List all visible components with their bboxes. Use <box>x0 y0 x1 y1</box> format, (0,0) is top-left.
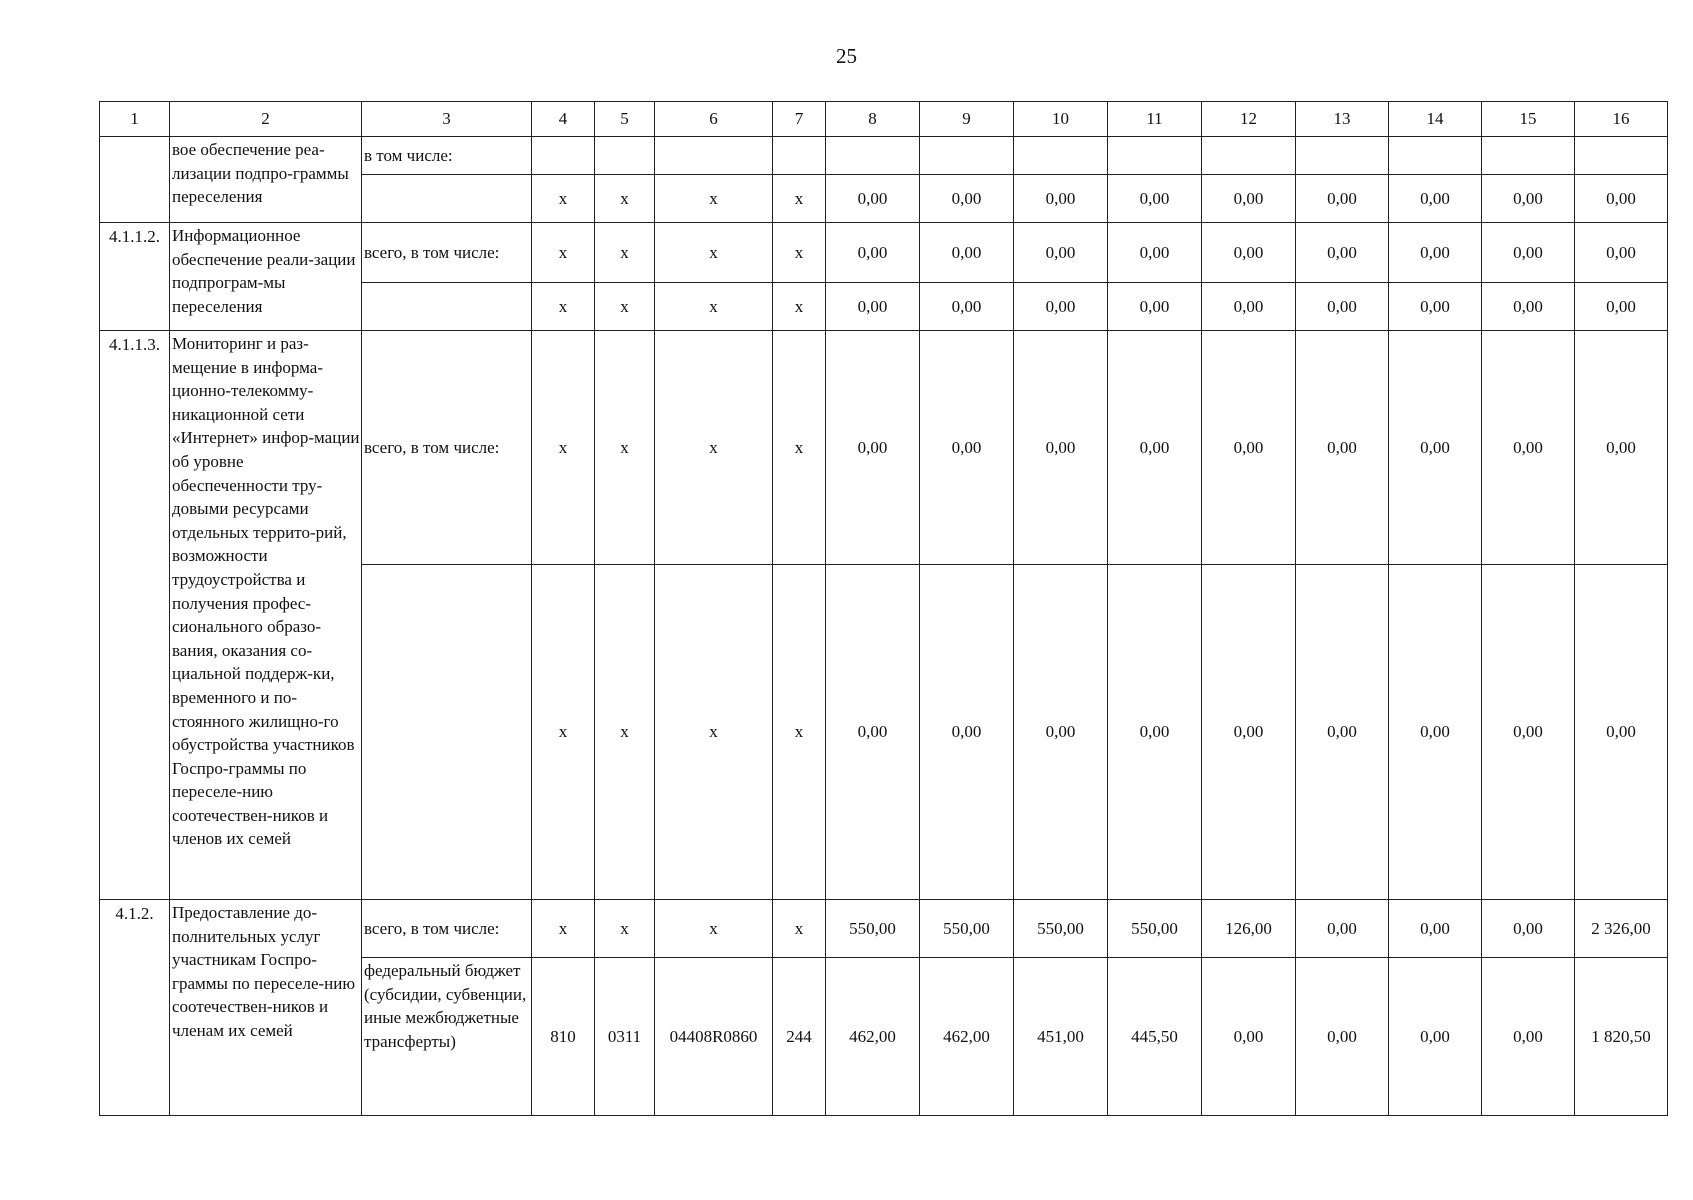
amount-cell <box>826 137 920 175</box>
amount-cell: 0,00 <box>1202 283 1296 331</box>
measure-name: Предоставление до-полнительных услуг участникам Госпро-граммы по переселе-нию соотечествен-ников и членам их семей <box>170 900 362 1116</box>
cell-col4: 810 <box>532 958 595 1116</box>
amount-cell: 0,00 <box>920 175 1014 223</box>
amount-cell <box>1389 137 1482 175</box>
amount-cell: 0,00 <box>1575 223 1668 283</box>
column-header: 8 <box>826 102 920 137</box>
cell-col7: x <box>773 900 826 958</box>
amount-cell: 0,00 <box>1575 565 1668 900</box>
amount-cell: 0,00 <box>826 283 920 331</box>
cell-col6 <box>655 137 773 175</box>
cell-col6: x <box>655 283 773 331</box>
column-header: 9 <box>920 102 1014 137</box>
amount-cell: 0,00 <box>1296 223 1389 283</box>
amount-cell: 0,00 <box>1014 331 1108 565</box>
amount-cell: 0,00 <box>1108 565 1202 900</box>
amount-cell: 0,00 <box>826 331 920 565</box>
cell-col5: x <box>595 175 655 223</box>
amount-cell: 0,00 <box>1575 331 1668 565</box>
amount-cell <box>1296 137 1389 175</box>
amount-cell: 0,00 <box>1296 283 1389 331</box>
amount-cell: 0,00 <box>1482 283 1575 331</box>
amount-cell: 0,00 <box>1202 175 1296 223</box>
amount-cell: 0,00 <box>826 565 920 900</box>
cell-col4: x <box>532 223 595 283</box>
cell-col5: x <box>595 565 655 900</box>
amount-cell: 445,50 <box>1108 958 1202 1116</box>
cell-col7: x <box>773 175 826 223</box>
amount-cell: 0,00 <box>1389 331 1482 565</box>
amount-cell: 550,00 <box>826 900 920 958</box>
amount-cell: 0,00 <box>1014 283 1108 331</box>
cell-col4: x <box>532 175 595 223</box>
amount-cell: 0,00 <box>1389 565 1482 900</box>
amount-cell: 0,00 <box>1575 175 1668 223</box>
measure-name: Информационное обеспечение реали-зации подпрограм-мы переселения <box>170 223 362 331</box>
funding-source <box>362 283 532 331</box>
column-header: 13 <box>1296 102 1389 137</box>
cell-col7: x <box>773 223 826 283</box>
funding-source: федеральный бюджет (субсидии, субвенции, иные межбюджетные трансферты) <box>362 958 532 1116</box>
amount-cell: 0,00 <box>1482 565 1575 900</box>
measure-code: 4.1.1.3. <box>100 331 170 900</box>
amount-cell: 0,00 <box>1389 283 1482 331</box>
column-header: 4 <box>532 102 595 137</box>
amount-cell: 0,00 <box>826 223 920 283</box>
amount-cell <box>1202 137 1296 175</box>
amount-cell: 0,00 <box>1014 565 1108 900</box>
amount-cell <box>920 137 1014 175</box>
amount-cell <box>1482 137 1575 175</box>
column-header: 6 <box>655 102 773 137</box>
amount-cell: 462,00 <box>920 958 1014 1116</box>
amount-cell <box>1575 137 1668 175</box>
cell-col6: x <box>655 331 773 565</box>
measure-code: 4.1.2. <box>100 900 170 1116</box>
cell-col5: x <box>595 283 655 331</box>
cell-col4: x <box>532 331 595 565</box>
funding-source: всего, в том числе: <box>362 331 532 565</box>
cell-col6: 04408R0860 <box>655 958 773 1116</box>
column-header: 16 <box>1575 102 1668 137</box>
amount-cell: 126,00 <box>1202 900 1296 958</box>
amount-cell: 451,00 <box>1014 958 1108 1116</box>
measure-name: Мониторинг и раз-мещение в информа-ционно-телекомму-никационной сети «Интернет» инфор-мации об уровне обеспеченности тру-довыми ресурсами отдельных террито-рий, возможности трудоустройства и получения профес-сионального образо-вания, оказания со-циальной поддерж-ки, временного и по-стоянного жилищно-го обустройства участников Госпро-граммы по переселе-нию соотечествен-ников и членов их семей <box>170 331 362 900</box>
column-header: 10 <box>1014 102 1108 137</box>
cell-col7 <box>773 137 826 175</box>
amount-cell: 0,00 <box>1014 223 1108 283</box>
cell-col4: x <box>532 565 595 900</box>
column-header: 3 <box>362 102 532 137</box>
cell-col5: x <box>595 223 655 283</box>
amount-cell: 0,00 <box>1108 283 1202 331</box>
amount-cell <box>1108 137 1202 175</box>
cell-col5 <box>595 137 655 175</box>
cell-col4: x <box>532 900 595 958</box>
amount-cell: 0,00 <box>1202 565 1296 900</box>
amount-cell: 0,00 <box>1389 223 1482 283</box>
page-number: 25 <box>836 44 857 68</box>
table-row <box>100 331 1668 565</box>
amount-cell: 0,00 <box>920 565 1014 900</box>
cell-col4: x <box>532 283 595 331</box>
column-header: 14 <box>1389 102 1482 137</box>
table-row <box>100 223 1668 283</box>
amount-cell: 0,00 <box>1296 958 1389 1116</box>
cell-col6: x <box>655 175 773 223</box>
amount-cell: 0,00 <box>1482 331 1575 565</box>
cell-col7: x <box>773 283 826 331</box>
amount-cell: 0,00 <box>920 331 1014 565</box>
amount-cell: 0,00 <box>1108 331 1202 565</box>
amount-cell: 0,00 <box>1296 331 1389 565</box>
amount-cell: 0,00 <box>1482 223 1575 283</box>
table-row <box>100 137 1668 175</box>
table-row <box>100 900 1668 958</box>
column-header: 11 <box>1108 102 1202 137</box>
amount-cell: 0,00 <box>1482 175 1575 223</box>
cell-col6: x <box>655 223 773 283</box>
amount-cell: 0,00 <box>1389 958 1482 1116</box>
amount-cell: 0,00 <box>1014 175 1108 223</box>
cell-col6: x <box>655 565 773 900</box>
amount-cell <box>1014 137 1108 175</box>
funding-source <box>362 175 532 223</box>
amount-cell: 0,00 <box>1296 900 1389 958</box>
amount-cell: 550,00 <box>920 900 1014 958</box>
amount-cell: 550,00 <box>1014 900 1108 958</box>
column-header: 7 <box>773 102 826 137</box>
cell-col7: x <box>773 565 826 900</box>
measure-code: 4.1.1.2. <box>100 223 170 331</box>
column-header: 5 <box>595 102 655 137</box>
amount-cell: 0,00 <box>1108 175 1202 223</box>
amount-cell: 0,00 <box>1482 900 1575 958</box>
cell-col7: x <box>773 331 826 565</box>
amount-cell: 0,00 <box>1482 958 1575 1116</box>
amount-cell: 0,00 <box>1202 958 1296 1116</box>
amount-cell: 0,00 <box>1575 283 1668 331</box>
header-row <box>100 102 1668 137</box>
amount-cell: 0,00 <box>920 283 1014 331</box>
amount-cell: 0,00 <box>826 175 920 223</box>
amount-cell: 0,00 <box>1389 175 1482 223</box>
funding-source: в том числе: <box>362 137 532 175</box>
funding-source: всего, в том числе: <box>362 223 532 283</box>
column-header: 12 <box>1202 102 1296 137</box>
column-header: 2 <box>170 102 362 137</box>
measure-name: вое обеспечение реа-лизации подпро-граммы переселения <box>170 137 362 223</box>
amount-cell: 1 820,50 <box>1575 958 1668 1116</box>
amount-cell: 0,00 <box>1202 331 1296 565</box>
amount-cell: 550,00 <box>1108 900 1202 958</box>
measure-code <box>100 137 170 223</box>
cell-col7: 244 <box>773 958 826 1116</box>
column-header: 1 <box>100 102 170 137</box>
funding-source <box>362 565 532 900</box>
cell-col5: 0311 <box>595 958 655 1116</box>
amount-cell: 0,00 <box>1296 175 1389 223</box>
amount-cell: 0,00 <box>1108 223 1202 283</box>
amount-cell: 462,00 <box>826 958 920 1116</box>
amount-cell: 2 326,00 <box>1575 900 1668 958</box>
funding-source: всего, в том числе: <box>362 900 532 958</box>
cell-col4 <box>532 137 595 175</box>
amount-cell: 0,00 <box>1202 223 1296 283</box>
budget-table <box>99 101 1668 1116</box>
cell-col5: x <box>595 900 655 958</box>
column-header: 15 <box>1482 102 1575 137</box>
cell-col5: x <box>595 331 655 565</box>
amount-cell: 0,00 <box>1296 565 1389 900</box>
amount-cell: 0,00 <box>1389 900 1482 958</box>
amount-cell: 0,00 <box>920 223 1014 283</box>
cell-col6: x <box>655 900 773 958</box>
